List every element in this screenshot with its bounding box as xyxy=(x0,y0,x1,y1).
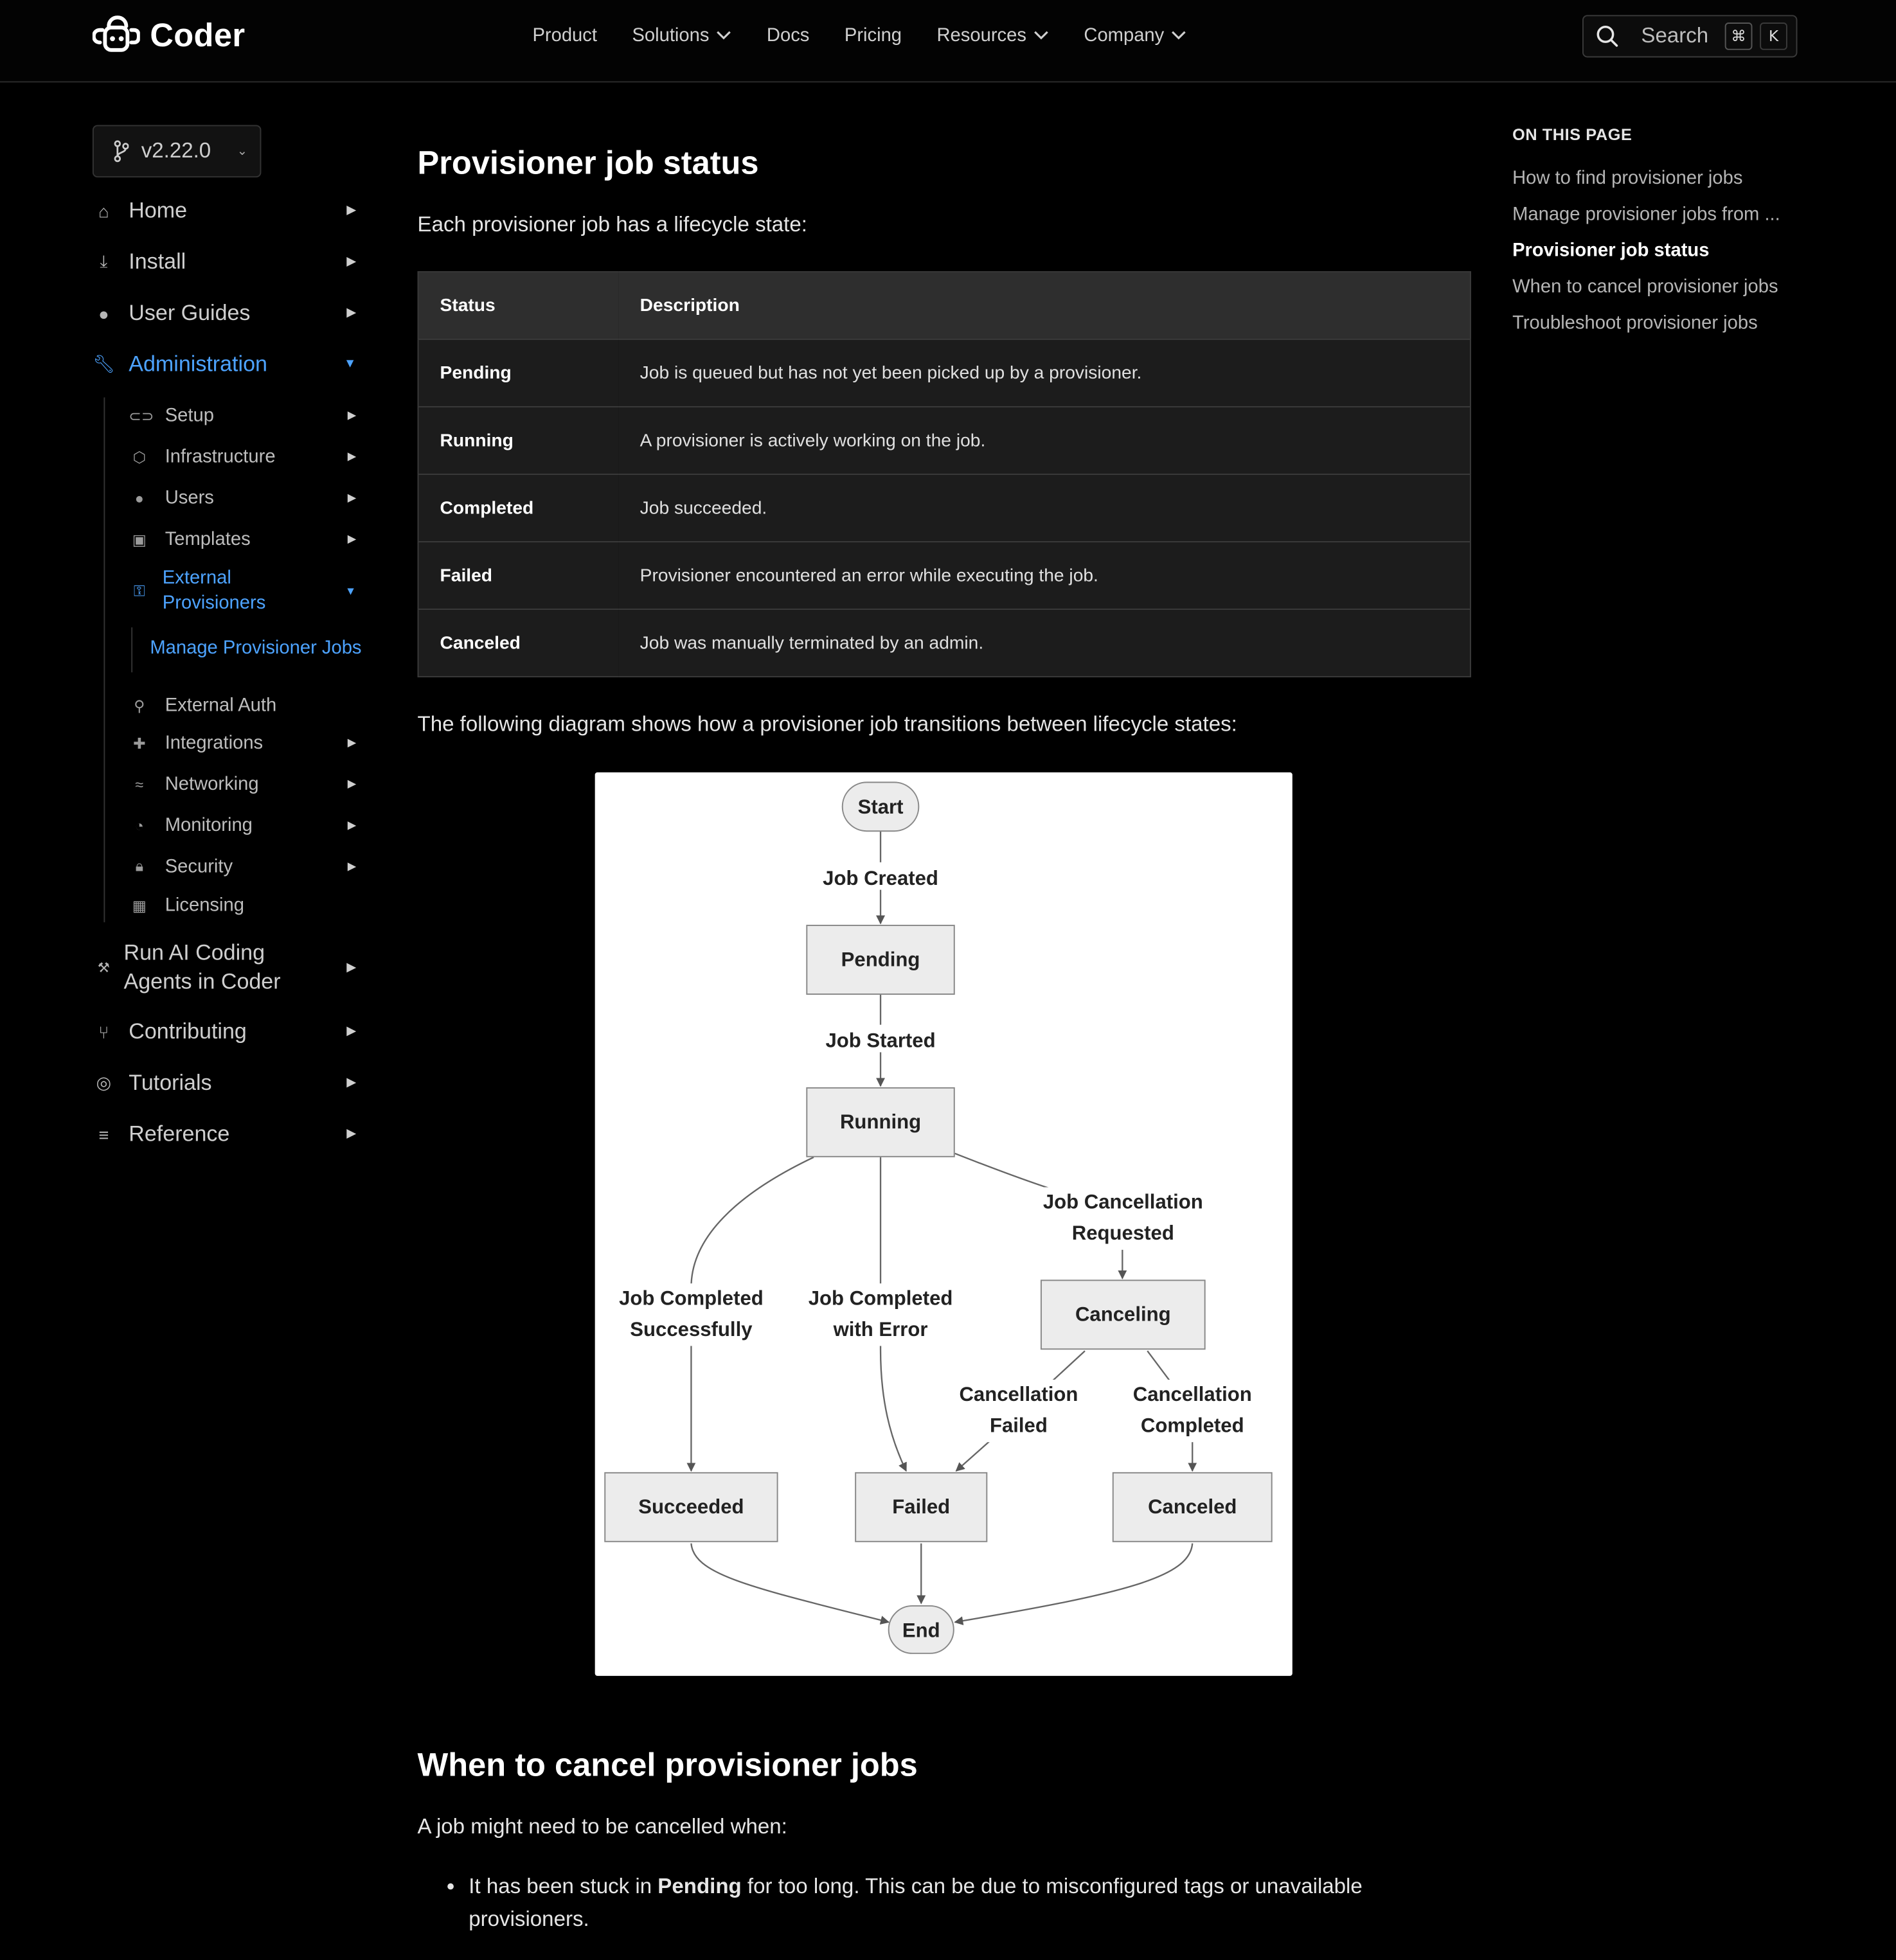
node-label: Failed xyxy=(892,1495,951,1519)
table-row xyxy=(418,474,1471,542)
caret-right-icon: ▶ xyxy=(346,1127,357,1141)
sidebar-item-label: Licensing xyxy=(165,895,244,916)
version-label: v2.22.0 xyxy=(141,138,211,163)
sidebar-item-users[interactable] xyxy=(129,487,361,508)
caret-right-icon: ▶ xyxy=(347,777,357,790)
nav-solutions[interactable] xyxy=(632,24,731,46)
description-cell: Job succeeded. xyxy=(619,474,1471,542)
sidebar-item-contributing[interactable] xyxy=(93,1019,361,1045)
sidebar-item-label: Run AI Coding Agents in Coder xyxy=(123,940,281,994)
sidebar-item-label: Setup xyxy=(165,405,214,427)
caret-right-icon: ▶ xyxy=(346,960,357,974)
status-cell: Pending xyxy=(418,339,619,407)
edge-label-cancel-failed-line1: Cancellation xyxy=(959,1383,1078,1406)
submenu-rail xyxy=(131,627,132,672)
chevron-down-icon xyxy=(1172,30,1186,40)
nav-pricing[interactable] xyxy=(845,24,902,46)
sidebar-item-infrastructure[interactable] xyxy=(129,446,361,467)
key-icon: ⚿ xyxy=(133,582,145,600)
sidebar-item-external-provisioners[interactable] xyxy=(129,566,361,616)
edge-canceled-end xyxy=(955,1544,1192,1623)
main-nav xyxy=(515,0,1204,70)
tutorial-icon: ◎ xyxy=(96,1072,112,1092)
sidebar-item-label: Administration xyxy=(129,351,267,377)
toc-title: ON THIS PAGE xyxy=(1512,125,1632,144)
node-end xyxy=(889,1606,954,1653)
toc-link-job-status[interactable]: Provisioner job status xyxy=(1512,240,1710,262)
toc-link-when-to-cancel[interactable]: When to cancel provisioner jobs xyxy=(1512,276,1778,298)
nav-label: Solutions xyxy=(632,24,710,46)
sidebar-item-tutorials[interactable] xyxy=(93,1070,361,1096)
edge-label-cancel-requested-line1: Job Cancellation xyxy=(1042,1190,1203,1213)
caret-right-icon: ▶ xyxy=(347,736,357,749)
coder-logo[interactable] xyxy=(93,15,245,55)
submenu-rail xyxy=(103,397,105,922)
node-failed xyxy=(855,1473,987,1542)
edge-label-job-started: Job Started xyxy=(825,1029,936,1052)
sidebar-item-label: Tutorials xyxy=(129,1069,212,1095)
shortcut-cmd-key: ⌘ xyxy=(1725,22,1753,50)
sidebar-item-templates[interactable] xyxy=(129,529,361,550)
lifecycle-state-diagram xyxy=(595,772,1292,1676)
node-label: Canceled xyxy=(1148,1495,1237,1519)
sidebar-item-label: Infrastructure xyxy=(165,446,276,468)
caret-right-icon: ▶ xyxy=(347,450,357,463)
sidebar-item-external-auth[interactable] xyxy=(129,695,361,716)
sidebar-item-run-ai-coding-agents[interactable] xyxy=(93,938,361,995)
sidebar-item-label: Networking xyxy=(165,773,259,795)
sidebar-item-label: Integrations xyxy=(165,732,264,754)
caret-right-icon: ▶ xyxy=(347,859,357,873)
sidebar-item-label: Templates xyxy=(165,528,251,550)
sidebar-item-networking[interactable] xyxy=(129,774,361,795)
user-icon: ● xyxy=(98,303,109,323)
toc-link-manage-jobs[interactable]: Manage provisioner jobs from ... xyxy=(1512,203,1780,226)
node-label: Running xyxy=(839,1110,922,1134)
node-label: End xyxy=(902,1619,940,1642)
edge-label-cancel-completed-line2: Completed xyxy=(1140,1414,1244,1437)
status-cell: Failed xyxy=(418,542,619,609)
caret-right-icon: ▶ xyxy=(347,532,357,545)
bullet-text: It has been stuck in xyxy=(469,1875,658,1898)
external-auth-icon: ⚲ xyxy=(134,697,145,715)
caret-right-icon: ▶ xyxy=(346,254,357,269)
node-pending xyxy=(807,925,954,994)
table-row xyxy=(418,542,1471,609)
toggle-icon: ⊂⊃ xyxy=(129,406,154,425)
search-icon xyxy=(1596,25,1618,48)
diagram-intro: The following diagram shows how a provisioner job transitions between lifecycle states: xyxy=(417,712,1237,736)
table-header-row xyxy=(418,272,1471,339)
user-icon: ● xyxy=(134,489,144,507)
nav-product[interactable] xyxy=(532,24,597,46)
sidebar-item-label: Contributing xyxy=(129,1018,247,1044)
description-cell: Provisioner encountered an error while executing the job. xyxy=(619,542,1471,609)
list-icon: ≡ xyxy=(98,1124,109,1145)
caret-right-icon: ▶ xyxy=(347,818,357,832)
nav-label: Company xyxy=(1084,24,1165,46)
sidebar-item-licensing[interactable] xyxy=(129,895,361,916)
section-heading-when-to-cancel: When to cancel provisioner jobs xyxy=(417,1745,918,1784)
table-row xyxy=(418,609,1471,677)
edge-label-job-created: Job Created xyxy=(823,866,938,889)
table-row xyxy=(418,407,1471,474)
sidebar-item-label: Users xyxy=(165,487,214,509)
home-icon: ⌂ xyxy=(98,200,109,221)
search-label: Search xyxy=(1641,23,1709,48)
column-header-description: Description xyxy=(619,272,1471,339)
job-status-intro: Each provisioner job has a lifecycle state: xyxy=(417,212,807,236)
node-label: Pending xyxy=(841,948,920,971)
network-icon: ≈ xyxy=(135,775,144,793)
sidebar-item-label: Install xyxy=(129,248,186,274)
caret-right-icon: ▶ xyxy=(347,408,357,422)
edge-label-error-line1: Job Completed xyxy=(808,1287,953,1310)
chevron-down-icon: ⌄ xyxy=(237,144,248,159)
edge-label-error-line2: with Error xyxy=(833,1317,928,1341)
cancel-reasons-list xyxy=(418,1871,1469,1936)
sidebar-item-label: Reference xyxy=(129,1121,230,1146)
nav-label: Docs xyxy=(766,24,810,46)
table-row xyxy=(418,339,1471,407)
building-icon: ▦ xyxy=(132,896,147,914)
edge-label-cancel-completed-line1: Cancellation xyxy=(1132,1383,1252,1406)
node-canceling xyxy=(1041,1280,1205,1349)
nav-label: Pricing xyxy=(844,24,902,46)
sidebar-item-install[interactable] xyxy=(93,249,361,275)
chevron-down-icon xyxy=(1034,30,1049,40)
list-item xyxy=(469,1871,1469,1936)
cancel-intro: A job might need to be cancelled when: xyxy=(417,1814,787,1839)
image-icon: ▣ xyxy=(132,530,147,548)
description-cell: A provisioner is actively working on the job. xyxy=(619,407,1471,474)
toc-link-troubleshoot[interactable]: Troubleshoot provisioner jobs xyxy=(1512,312,1758,334)
sidebar-item-label: User Guides xyxy=(129,299,251,325)
node-label: Canceling xyxy=(1075,1303,1171,1326)
sidebar-item-home[interactable] xyxy=(93,197,361,224)
toc-link-find-jobs[interactable]: How to find provisioner jobs xyxy=(1512,167,1743,189)
sidebar-item-user-guides[interactable] xyxy=(93,300,361,326)
edge-label-success-line1: Job Completed xyxy=(619,1287,764,1310)
column-header-status: Status xyxy=(418,272,619,339)
bullet-emphasis: Pending xyxy=(657,1875,742,1898)
nav-docs[interactable] xyxy=(767,24,809,46)
git-fork-icon: ⑂ xyxy=(98,1021,109,1042)
bullet-text: for too long. This can be due to misconfigured tags or unavailable provisioners. xyxy=(469,1875,1363,1931)
node-label: Succeeded xyxy=(638,1495,744,1519)
node-canceled xyxy=(1113,1473,1272,1542)
sidebar-item-reference[interactable] xyxy=(93,1121,361,1147)
caret-right-icon: ▶ xyxy=(346,1024,357,1039)
node-label: Start xyxy=(857,795,904,818)
wrench-icon: 🔧︎ xyxy=(93,353,115,374)
sidebar-item-label: External Provisioners xyxy=(162,567,266,614)
sidebar-item-security[interactable] xyxy=(129,856,361,877)
sidebar-item-manage-provisioner-jobs[interactable]: Manage Provisioner Jobs xyxy=(150,637,362,659)
node-running xyxy=(807,1088,954,1157)
nav-label: Product xyxy=(532,24,597,46)
lock-icon: 🔒︎ xyxy=(135,857,144,875)
top-navbar xyxy=(0,0,1896,82)
status-cell: Completed xyxy=(418,474,619,542)
caret-down-icon: ▼ xyxy=(344,585,357,598)
nav-label: Resources xyxy=(936,24,1026,46)
sidebar-item-monitoring[interactable] xyxy=(129,815,361,836)
description-cell: Job was manually terminated by an admin. xyxy=(619,609,1471,677)
git-branch-icon xyxy=(114,140,129,163)
sidebar-item-label: External Auth xyxy=(165,695,277,717)
sidebar-item-label: Security xyxy=(165,856,233,878)
coder-logo-icon xyxy=(93,15,140,55)
nav-resources[interactable] xyxy=(936,24,1048,46)
job-status-table xyxy=(418,271,1471,677)
wand-icon: ⚒ xyxy=(97,960,111,976)
state-diagram-svg xyxy=(595,772,1292,1676)
sidebar-item-setup[interactable] xyxy=(129,405,361,426)
sidebar-item-integrations[interactable] xyxy=(129,733,361,754)
version-selector[interactable] xyxy=(93,125,262,177)
sidebar-item-label: Monitoring xyxy=(165,814,253,837)
caret-right-icon: ▶ xyxy=(346,203,357,218)
status-cell: Running xyxy=(418,407,619,474)
node-succeeded xyxy=(605,1473,777,1542)
gauge-icon: ◔ xyxy=(134,816,144,835)
shortcut-k-key: K xyxy=(1760,22,1787,50)
edge-label-success-line2: Successfully xyxy=(630,1317,753,1341)
caret-right-icon: ▶ xyxy=(347,491,357,504)
cube-icon: ⬡ xyxy=(132,448,147,466)
caret-right-icon: ▶ xyxy=(346,306,357,320)
puzzle-icon: ✚ xyxy=(133,734,146,752)
edge-label-cancel-failed-line2: Failed xyxy=(989,1414,1048,1437)
nav-company[interactable] xyxy=(1084,24,1186,46)
status-cell: Canceled xyxy=(418,609,619,677)
sidebar-item-administration[interactable] xyxy=(93,351,361,377)
caret-right-icon: ▶ xyxy=(346,1076,357,1090)
chevron-down-icon xyxy=(717,30,731,40)
edge-succeeded-end xyxy=(691,1544,888,1623)
section-heading-job-status: Provisioner job status xyxy=(417,143,759,181)
node-start xyxy=(843,782,919,831)
caret-down-icon: ▼ xyxy=(343,357,357,371)
download-icon: ⤓ xyxy=(100,251,108,271)
description-cell: Job is queued but has not yet been picked up by a provisioner. xyxy=(619,339,1471,407)
sidebar-item-label: Home xyxy=(129,197,188,223)
edge-label-cancel-requested-line2: Requested xyxy=(1071,1222,1174,1245)
search-button[interactable] xyxy=(1582,15,1797,57)
brand-name: Coder xyxy=(150,15,246,53)
